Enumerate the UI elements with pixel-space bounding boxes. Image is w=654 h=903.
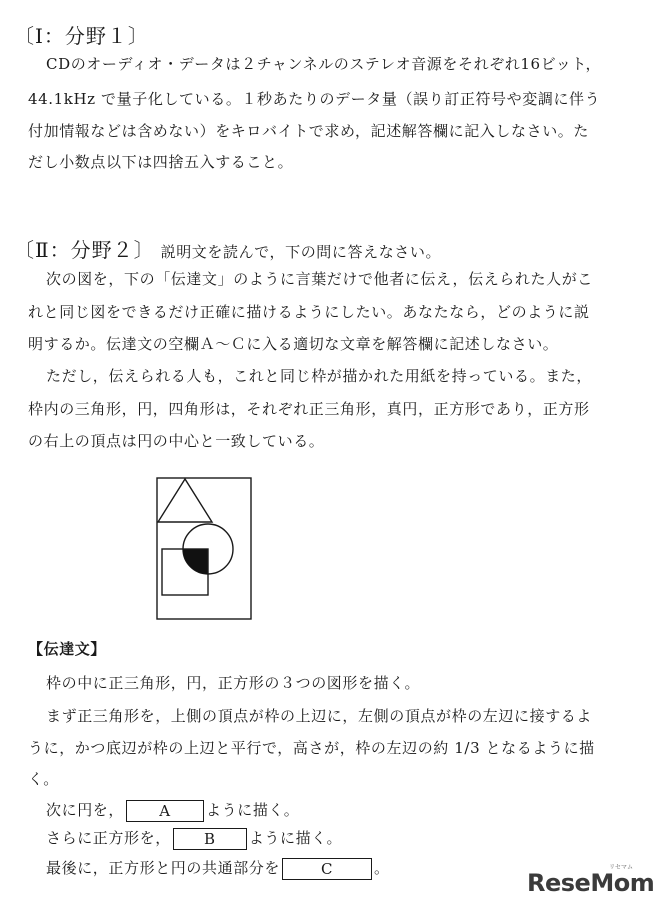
line-b-prefix: さらに正方形を， <box>46 829 171 847</box>
line-b-suffix: ように描く。 <box>248 829 343 847</box>
dentatsu-line-c <box>46 856 390 880</box>
logo-sub-text: リセマム <box>609 864 633 871</box>
logo-text: ReseMom <box>527 869 654 897</box>
section-2-line: の右上の頂点は円の中心と一致している。 <box>28 432 325 450</box>
dentatsu-line: く。 <box>28 770 59 788</box>
section-2-line: ただし，伝えられる人も，これと同じ枠が描かれた用紙を持っている。また， <box>46 367 593 385</box>
line-c-suffix: 。 <box>374 859 390 877</box>
blank-b-box[interactable]: B <box>173 828 247 850</box>
line-a-suffix: ように描く。 <box>206 801 300 819</box>
section-1-heading: 〔Ⅰ：分野１〕 <box>14 24 149 48</box>
section-1-line: CDのオーディオ・データは２チャンネルのステレオ音源をそれぞれ16ビット， <box>46 55 602 73</box>
shapes-figure <box>155 476 255 621</box>
section-2-heading: 〔Ⅱ：分野２〕 <box>14 238 155 262</box>
section-2-heading-row <box>14 234 441 263</box>
blank-c-box[interactable]: C <box>282 858 372 880</box>
dentatsu-heading: 【伝達文】 <box>28 640 107 658</box>
section-2-line: 次の図を，下の「伝達文」のように言葉だけで他者に伝え，伝えられた人がこ <box>46 270 593 288</box>
section-2-line: れと同じ図をできるだけ正確に描けるようにしたい。あなたなら，どのように説 <box>28 303 590 321</box>
dentatsu-line: まず正三角形を，上側の頂点が枠の上辺に，左側の頂点が枠の左辺に接するよ <box>46 707 593 725</box>
section-1-line: 付加情報などは含めない）をキロバイトで求め，記述解答欄に記入しなさい。た <box>28 122 590 140</box>
section-1-line: だし小数点以下は四捨五入すること。 <box>28 153 294 171</box>
dentatsu-line-b <box>46 826 342 850</box>
line-c-prefix: 最後に，正方形と円の共通部分を <box>46 859 281 877</box>
figure-triangle <box>158 479 212 522</box>
section-2-line: 枠内の三角形，円，四角形は，それぞれ正三角形，真円，正方形であり，正方形 <box>28 400 590 418</box>
dentatsu-line: 枠の中に正三角形，円，正方形の３つの図形を描く。 <box>46 674 421 692</box>
line-a-prefix: 次に円を， <box>46 801 125 819</box>
section-2-instruction: 説明文を読んで，下の問に答えなさい。 <box>160 243 442 261</box>
section-1-line: 44.1kHz で量子化している。１秒あたりのデータ量（誤り訂正符号や変調に伴う <box>28 90 601 108</box>
dentatsu-line-a <box>46 798 299 822</box>
dentatsu-line: うに，かつ底辺が枠の上辺と平行で，高さが，枠の左辺の約 1/3 となるように描 <box>28 739 595 757</box>
section-2-line: 明するか。伝達文の空欄Ａ～Ｃに入る適切な文章を解答欄に記述しなさい。 <box>28 335 559 353</box>
blank-a-box[interactable]: A <box>126 800 204 822</box>
resemom-logo <box>527 864 654 897</box>
